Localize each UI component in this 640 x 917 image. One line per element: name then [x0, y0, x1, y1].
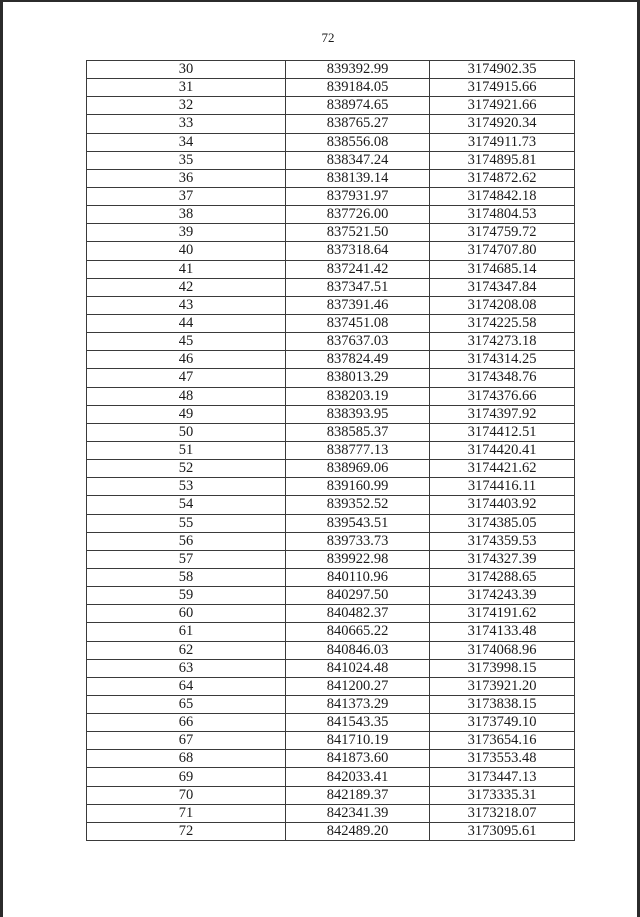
- y-coordinate-cell: 3174403.92: [430, 496, 575, 514]
- x-coordinate-cell: 839733.73: [286, 532, 430, 550]
- table-row: [87, 351, 575, 369]
- table-row: [87, 242, 575, 260]
- table-row: [87, 822, 575, 840]
- y-coordinate-cell: 3174804.53: [430, 206, 575, 224]
- table-row: [87, 423, 575, 441]
- point-number-cell: 58: [87, 568, 286, 586]
- y-coordinate-cell: 3174707.80: [430, 242, 575, 260]
- point-number-cell: 33: [87, 115, 286, 133]
- x-coordinate-cell: 841710.19: [286, 732, 430, 750]
- x-coordinate-cell: 839160.99: [286, 478, 430, 496]
- x-coordinate-cell: 841373.29: [286, 695, 430, 713]
- y-coordinate-cell: 3174359.53: [430, 532, 575, 550]
- point-number-cell: 69: [87, 768, 286, 786]
- point-number-cell: 62: [87, 641, 286, 659]
- point-number-cell: 66: [87, 714, 286, 732]
- table-row: [87, 659, 575, 677]
- y-coordinate-cell: 3174921.66: [430, 97, 575, 115]
- x-coordinate-cell: 841200.27: [286, 677, 430, 695]
- y-coordinate-cell: 3173749.10: [430, 714, 575, 732]
- x-coordinate-cell: 838777.13: [286, 441, 430, 459]
- y-coordinate-cell: 3173921.20: [430, 677, 575, 695]
- point-number-cell: 68: [87, 750, 286, 768]
- x-coordinate-cell: 842033.41: [286, 768, 430, 786]
- y-coordinate-cell: 3174759.72: [430, 224, 575, 242]
- x-coordinate-cell: 839392.99: [286, 61, 430, 79]
- table-row: [87, 61, 575, 79]
- y-coordinate-cell: 3174911.73: [430, 133, 575, 151]
- x-coordinate-cell: 841543.35: [286, 714, 430, 732]
- y-coordinate-cell: 3174872.62: [430, 169, 575, 187]
- x-coordinate-cell: 839922.98: [286, 550, 430, 568]
- x-coordinate-cell: 841024.48: [286, 659, 430, 677]
- y-coordinate-cell: 3174273.18: [430, 333, 575, 351]
- table-row: [87, 623, 575, 641]
- y-coordinate-cell: 3174397.92: [430, 405, 575, 423]
- x-coordinate-cell: 839543.51: [286, 514, 430, 532]
- y-coordinate-cell: 3174421.62: [430, 460, 575, 478]
- x-coordinate-cell: 837241.42: [286, 260, 430, 278]
- table-row: [87, 79, 575, 97]
- x-coordinate-cell: 837637.03: [286, 333, 430, 351]
- x-coordinate-cell: 838013.29: [286, 369, 430, 387]
- y-coordinate-cell: 3173218.07: [430, 804, 575, 822]
- table-row: [87, 514, 575, 532]
- table-row: [87, 732, 575, 750]
- y-coordinate-cell: 3174225.58: [430, 314, 575, 332]
- y-coordinate-cell: 3174902.35: [430, 61, 575, 79]
- point-number-cell: 39: [87, 224, 286, 242]
- table-row: [87, 169, 575, 187]
- point-number-cell: 67: [87, 732, 286, 750]
- table-row: [87, 478, 575, 496]
- coordinate-table: [86, 60, 575, 841]
- table-row: [87, 224, 575, 242]
- y-coordinate-cell: 3174347.84: [430, 278, 575, 296]
- x-coordinate-cell: 837318.64: [286, 242, 430, 260]
- y-coordinate-cell: 3174416.11: [430, 478, 575, 496]
- point-number-cell: 56: [87, 532, 286, 550]
- table-row: [87, 369, 575, 387]
- y-coordinate-cell: 3174243.39: [430, 587, 575, 605]
- point-number-cell: 63: [87, 659, 286, 677]
- point-number-cell: 41: [87, 260, 286, 278]
- point-number-cell: 34: [87, 133, 286, 151]
- table-row: [87, 768, 575, 786]
- y-coordinate-cell: 3174133.48: [430, 623, 575, 641]
- table-row: [87, 695, 575, 713]
- point-number-cell: 45: [87, 333, 286, 351]
- point-number-cell: 64: [87, 677, 286, 695]
- y-coordinate-cell: 3174420.41: [430, 441, 575, 459]
- coordinate-table-body: [87, 61, 575, 841]
- y-coordinate-cell: 3173095.61: [430, 822, 575, 840]
- x-coordinate-cell: 838556.08: [286, 133, 430, 151]
- table-row: [87, 550, 575, 568]
- x-coordinate-cell: 837451.08: [286, 314, 430, 332]
- x-coordinate-cell: 838585.37: [286, 423, 430, 441]
- table-row: [87, 133, 575, 151]
- x-coordinate-cell: 838969.06: [286, 460, 430, 478]
- y-coordinate-cell: 3173335.31: [430, 786, 575, 804]
- y-coordinate-cell: 3174685.14: [430, 260, 575, 278]
- point-number-cell: 48: [87, 387, 286, 405]
- point-number-cell: 37: [87, 187, 286, 205]
- x-coordinate-cell: 840665.22: [286, 623, 430, 641]
- x-coordinate-cell: 842341.39: [286, 804, 430, 822]
- y-coordinate-cell: 3174208.08: [430, 296, 575, 314]
- x-coordinate-cell: 837391.46: [286, 296, 430, 314]
- scan-edge-left: [0, 0, 3, 917]
- table-row: [87, 314, 575, 332]
- x-coordinate-cell: 837931.97: [286, 187, 430, 205]
- table-row: [87, 151, 575, 169]
- point-number-cell: 65: [87, 695, 286, 713]
- y-coordinate-cell: 3173447.13: [430, 768, 575, 786]
- table-row: [87, 605, 575, 623]
- point-number-cell: 60: [87, 605, 286, 623]
- x-coordinate-cell: 840482.37: [286, 605, 430, 623]
- table-row: [87, 260, 575, 278]
- point-number-cell: 30: [87, 61, 286, 79]
- point-number-cell: 50: [87, 423, 286, 441]
- table-row: [87, 750, 575, 768]
- x-coordinate-cell: 837347.51: [286, 278, 430, 296]
- y-coordinate-cell: 3174068.96: [430, 641, 575, 659]
- point-number-cell: 72: [87, 822, 286, 840]
- x-coordinate-cell: 838347.24: [286, 151, 430, 169]
- x-coordinate-cell: 841873.60: [286, 750, 430, 768]
- x-coordinate-cell: 840846.03: [286, 641, 430, 659]
- y-coordinate-cell: 3173838.15: [430, 695, 575, 713]
- point-number-cell: 42: [87, 278, 286, 296]
- y-coordinate-cell: 3174412.51: [430, 423, 575, 441]
- table-row: [87, 804, 575, 822]
- y-coordinate-cell: 3174288.65: [430, 568, 575, 586]
- table-row: [87, 333, 575, 351]
- x-coordinate-cell: 838765.27: [286, 115, 430, 133]
- x-coordinate-cell: 842489.20: [286, 822, 430, 840]
- point-number-cell: 32: [87, 97, 286, 115]
- scan-edge-top: [0, 0, 640, 2]
- table-row: [87, 387, 575, 405]
- y-coordinate-cell: 3174920.34: [430, 115, 575, 133]
- point-number-cell: 71: [87, 804, 286, 822]
- y-coordinate-cell: 3174376.66: [430, 387, 575, 405]
- y-coordinate-cell: 3173654.16: [430, 732, 575, 750]
- x-coordinate-cell: 837824.49: [286, 351, 430, 369]
- table-row: [87, 441, 575, 459]
- y-coordinate-cell: 3174385.05: [430, 514, 575, 532]
- point-number-cell: 47: [87, 369, 286, 387]
- table-row: [87, 786, 575, 804]
- point-number-cell: 51: [87, 441, 286, 459]
- point-number-cell: 36: [87, 169, 286, 187]
- x-coordinate-cell: 842189.37: [286, 786, 430, 804]
- y-coordinate-cell: 3174191.62: [430, 605, 575, 623]
- point-number-cell: 43: [87, 296, 286, 314]
- table-row: [87, 278, 575, 296]
- y-coordinate-cell: 3174314.25: [430, 351, 575, 369]
- y-coordinate-cell: 3173998.15: [430, 659, 575, 677]
- point-number-cell: 55: [87, 514, 286, 532]
- point-number-cell: 61: [87, 623, 286, 641]
- table-row: [87, 97, 575, 115]
- table-row: [87, 206, 575, 224]
- x-coordinate-cell: 840110.96: [286, 568, 430, 586]
- table-row: [87, 568, 575, 586]
- table-row: [87, 296, 575, 314]
- table-row: [87, 115, 575, 133]
- table-row: [87, 460, 575, 478]
- point-number-cell: 46: [87, 351, 286, 369]
- y-coordinate-cell: 3174915.66: [430, 79, 575, 97]
- table-row: [87, 641, 575, 659]
- table-row: [87, 405, 575, 423]
- x-coordinate-cell: 839352.52: [286, 496, 430, 514]
- page-number: 72: [321, 30, 335, 45]
- x-coordinate-cell: 838203.19: [286, 387, 430, 405]
- table-row: [87, 187, 575, 205]
- point-number-cell: 38: [87, 206, 286, 224]
- point-number-cell: 70: [87, 786, 286, 804]
- y-coordinate-cell: 3173553.48: [430, 750, 575, 768]
- table-row: [87, 587, 575, 605]
- x-coordinate-cell: 837521.50: [286, 224, 430, 242]
- point-number-cell: 44: [87, 314, 286, 332]
- point-number-cell: 57: [87, 550, 286, 568]
- point-number-cell: 49: [87, 405, 286, 423]
- y-coordinate-cell: 3174895.81: [430, 151, 575, 169]
- y-coordinate-cell: 3174327.39: [430, 550, 575, 568]
- y-coordinate-cell: 3174348.76: [430, 369, 575, 387]
- point-number-cell: 52: [87, 460, 286, 478]
- point-number-cell: 35: [87, 151, 286, 169]
- table-row: [87, 532, 575, 550]
- point-number-cell: 40: [87, 242, 286, 260]
- x-coordinate-cell: 838393.95: [286, 405, 430, 423]
- point-number-cell: 59: [87, 587, 286, 605]
- point-number-cell: 54: [87, 496, 286, 514]
- x-coordinate-cell: 839184.05: [286, 79, 430, 97]
- x-coordinate-cell: 837726.00: [286, 206, 430, 224]
- point-number-cell: 31: [87, 79, 286, 97]
- table-row: [87, 714, 575, 732]
- table-row: [87, 496, 575, 514]
- x-coordinate-cell: 840297.50: [286, 587, 430, 605]
- table-row: [87, 677, 575, 695]
- y-coordinate-cell: 3174842.18: [430, 187, 575, 205]
- x-coordinate-cell: 838139.14: [286, 169, 430, 187]
- point-number-cell: 53: [87, 478, 286, 496]
- x-coordinate-cell: 838974.65: [286, 97, 430, 115]
